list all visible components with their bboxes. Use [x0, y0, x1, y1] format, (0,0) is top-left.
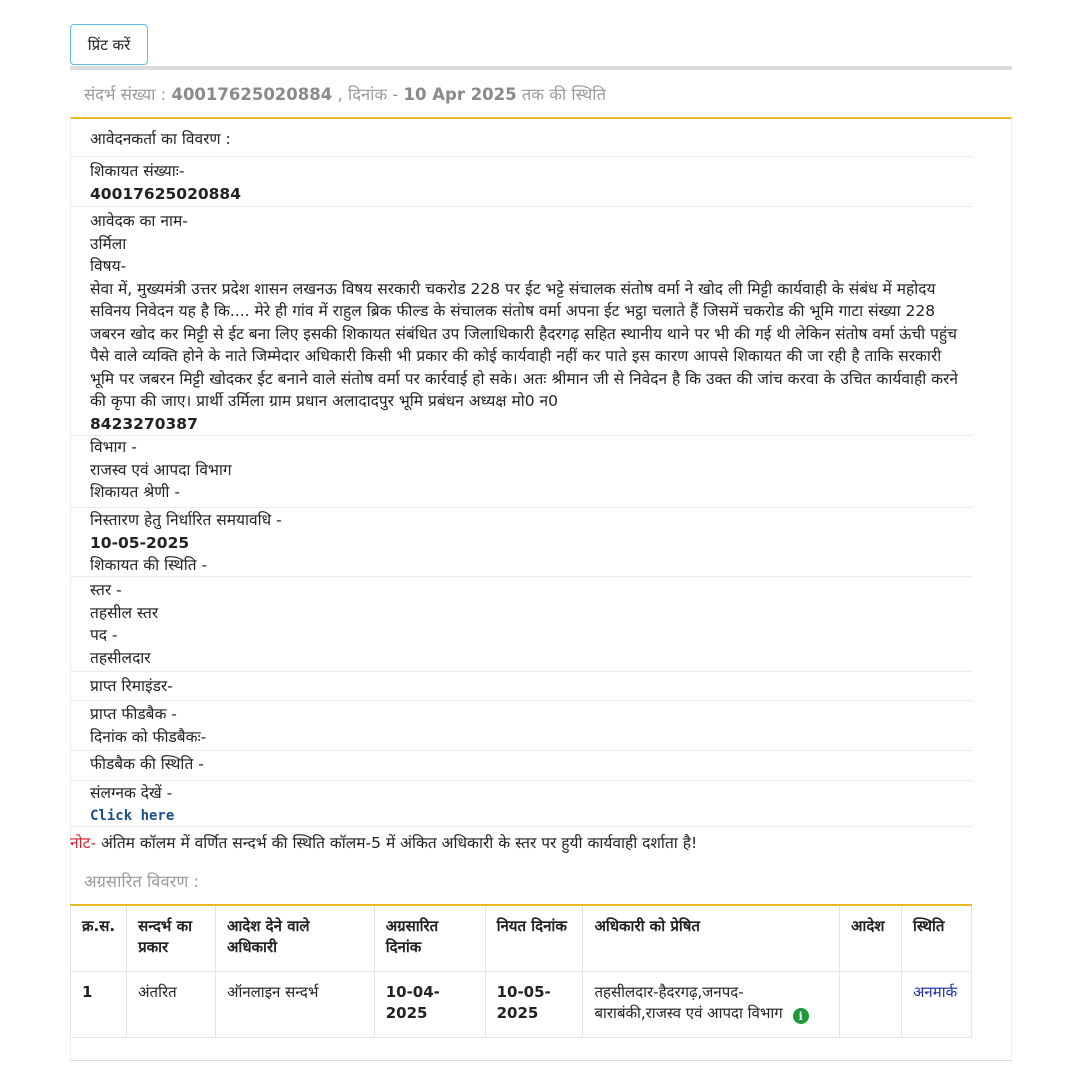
complaint-number-row: शिकायत संख्याः- 40017625020884 [70, 157, 973, 207]
col-officer: आदेश देने वाले अधिकारी [215, 905, 374, 971]
cell-sent-to [583, 971, 840, 1037]
applicant-name: उर्मिला [90, 234, 127, 253]
forward-details-title: अग्रसारित विवरण : [84, 872, 200, 891]
applicant-subject-row: आवेदक का नाम- उर्मिला विषय- सेवा में, मुख्यमंत्री उत्तर प्रदेश शासन लखनऊ विषय सरकारी चकरोड 228 पर ईट भट्टे संचालक संतोष वर्मा ने खोद ली मिट्टी कार्यवाही के संबंध में महोदय सविनय निवेदन यह है कि.... मेरे ही गांव में राहुल ब्रिक फील्ड के संचालक संतोष वर्मा अपना ईट भट्ठा चलाते हैं जिसमें चकरोड की भूमि गाटा संख्या 228 जबरन खोद कर मिट्टी से ईट बना लिए इसकी शिकायत संबंधित उप जिलाधिकारी हैदरगढ़ सहित स्थानीय थाने पर भी की गई थी लेकिन संतोष वर्मा ऊंची पहुंच पैसे वाले व्यक्ति होने के नाते जिम्मेदार अधिकारी किसी भी प्रकार की कोई कार्यवाही नहीं कर पाते इस कारण आपसे शिकायत की जा रही है ताकि सरकारी भूमि पर जबरन मिट्टी खोदकर ईट बनाने वाले संतोष वर्मा पर कार्रवाई हो सके। अतः श्रीमान जी से निवेदन है कि उक्त की जांच करवा के उचित कार्यवाही करने की कृपा की जाए। प्रार्थी उर्मिला ग्राम प्रधान अलादादपुर भूमि प्रबंधन अध्यक्ष मो0 न0 8423270387 [70, 207, 973, 436]
attachment-row: संलग्नक देखें - Click here [70, 781, 973, 827]
level: तहसील स्तर [90, 603, 159, 622]
deadline-row: निस्तारण हेतु निर्धारित समयावधि - 10-05-2025 शिकायत की स्थिति - [70, 508, 973, 577]
col-sno: क्र.स. [71, 905, 127, 971]
reminder-row: प्राप्त रिमाइंडर- [70, 672, 973, 701]
note-prefix: नोट- [70, 834, 97, 852]
col-sent-to: अधिकारी को प्रेषित [583, 905, 840, 971]
department: राजस्व एवं आपदा विभाग [90, 460, 232, 479]
feedback-status-row: फीडबैक की स्थिति - [70, 751, 973, 781]
print-button[interactable]: प्रिंट करें [70, 24, 148, 65]
table-row [71, 971, 972, 1037]
info-icon[interactable]: i [793, 1008, 809, 1024]
applicant-heading: आवेदनकर्ता का विवरण : [90, 130, 231, 148]
cell-type: अंतरित [127, 971, 216, 1037]
department-row: विभाग - राजस्व एवं आपदा विभाग शिकायत श्रेणी - [70, 436, 973, 508]
cell-officer: ऑनलाइन सन्दर्भ [215, 971, 374, 1037]
level-row: स्तर - तहसील स्तर पद - तहसीलदार [70, 577, 973, 672]
cell-forward-date: 10-04-2025 [374, 971, 485, 1037]
reference-number: 40017625020884 [171, 85, 333, 104]
col-status: स्थिति [901, 905, 971, 971]
attachment-link[interactable]: Click here [90, 807, 175, 824]
cell-sno: 1 [71, 971, 127, 1037]
deadline-date: 10-05-2025 [90, 533, 190, 552]
applicant-heading-row [70, 119, 973, 157]
post: तहसीलदार [90, 648, 151, 667]
subject-text: सेवा में, मुख्यमंत्री उत्तर प्रदेश शासन लखनऊ विषय सरकारी चकरोड 228 पर ईट भट्टे संचालक संतोष वर्मा ने खोद ली मिट्टी कार्यवाही के संबंध में महोदय सविनय निवेदन यह है कि.... मेरे ही गांव में राहुल ब्रिक फील्ड के संचालक संतोष वर्मा अपना ईट भट्ठा चलाते हैं जिसमें चकरोड की भूमि गाटा संख्या 228 जबरन खोद कर मिट्टी से ईट बना लिए इसकी शिकायत संबंधित उप जिलाधिकारी हैदरगढ़ सहित स्थानीय थाने पर भी की गई थी लेकिन संतोष वर्मा ऊंची पहुंच पैसे वाले व्यक्ति होने के नाते जिम्मेदार अधिकारी किसी भी प्रकार की कोई कार्यवाही नहीं कर पाते इस कारण आपसे शिकायत की जा रही है ताकि सरकारी भूमि पर जबरन मिट्टी खोदकर ईट बनाने वाले संतोष वर्मा पर कार्रवाई हो सके। अतः श्रीमान जी से निवेदन है कि उक्त की जांच करवा के उचित कार्यवाही करने की कृपा की जाए। प्रार्थी उर्मिला ग्राम प्रधान अलादादपुर भूमि प्रबंधन अध्यक्ष मो0 न0 [90, 279, 958, 410]
note-text: अंतिम कॉलम में वर्णित सन्दर्भ की स्थिति कॉलम-5 में अंकित अधिकारी के स्तर पर हुयी कार्यवाही दर्शाता है! [100, 834, 698, 852]
col-due-date: नियत दिनांक [485, 905, 583, 971]
forward-table [70, 904, 972, 1038]
col-type: सन्दर्भ का प्रकार [127, 905, 216, 971]
top-divider [70, 66, 1012, 70]
complaint-number: 40017625020884 [90, 184, 241, 203]
forward-table-header [71, 905, 972, 971]
cell-order [840, 971, 902, 1037]
cell-due-date: 10-05-2025 [485, 971, 583, 1037]
status-link[interactable]: अनमार्क [912, 982, 958, 1001]
reference-status-line: संदर्भ संख्या : 40017625020884 , दिनांक - 10 Apr 2025 तक की स्थिति [84, 85, 606, 104]
col-forward-date: अग्रसारित दिनांक [374, 905, 485, 971]
col-order: आदेश [840, 905, 902, 971]
feedback-row: प्राप्त फीडबैक - दिनांक को फीडबैकः- [70, 701, 973, 751]
reference-date: 10 Apr 2025 [403, 85, 517, 104]
note [70, 831, 697, 853]
cell-status [901, 971, 971, 1037]
subject-phone: 8423270387 [90, 414, 198, 433]
sent-to-text: तहसीलदार-हैदरगढ़,जनपद-बाराबंकी,राजस्व एवं आपदा विभाग [594, 982, 783, 1022]
